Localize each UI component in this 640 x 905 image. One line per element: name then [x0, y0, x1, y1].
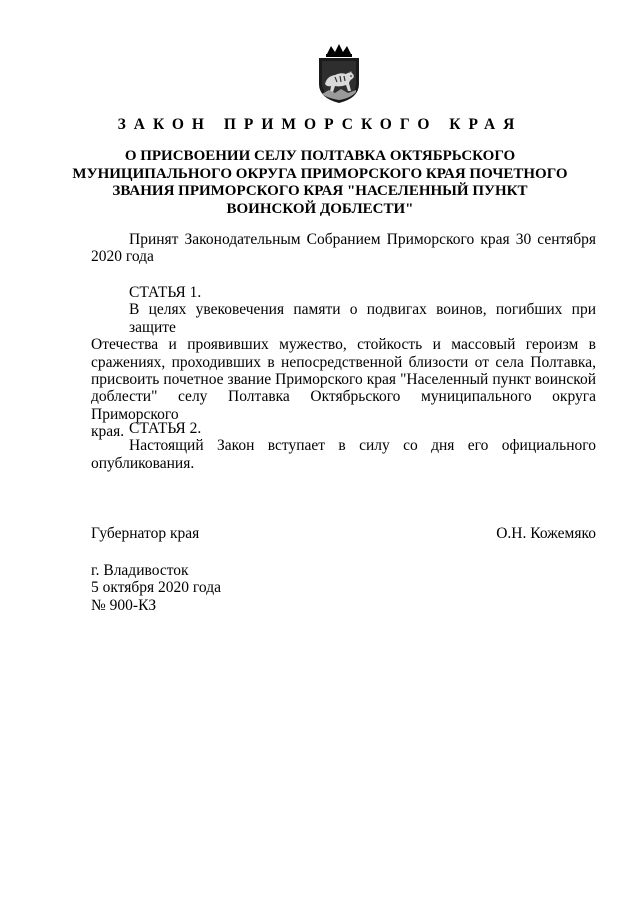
article-2-line: опубликования. — [91, 454, 195, 472]
subject-line: МУНИЦИПАЛЬНОГО ОКРУГА ПРИМОРСКОГО КРАЯ ПОЧЕТНОГО — [72, 165, 568, 182]
article-1-line: сражениях, проходивших в непосредственной близости от села Полтавка, — [91, 353, 596, 371]
issuance-date: 5 октября 2020 года — [91, 579, 221, 597]
subject-line: ЗВАНИЯ ПРИМОРСКОГО КРАЯ "НАСЕЛЕННЫЙ ПУНКТ — [112, 183, 528, 199]
article-1-line: присвоить почетное звание Приморского края "Населенный пункт воинской — [91, 371, 596, 389]
article-2-heading: СТАТЬЯ 2. — [129, 420, 202, 437]
adoption-line: Принят Законодательным Собранием Приморского края 30 сентября — [129, 231, 596, 248]
article-1 — [91, 284, 596, 441]
article-2-line: Настоящий Закон вступает в силу со дня его официального — [129, 437, 596, 455]
adoption-line: 2020 года — [91, 248, 154, 266]
law-number: № 900-КЗ — [91, 596, 157, 614]
signatory-position: Губернатор края — [91, 525, 200, 542]
adoption-paragraph — [91, 231, 596, 266]
article-1-heading: СТАТЬЯ 1. — [129, 284, 202, 301]
subject-line: ВОИНСКОЙ ДОБЛЕСТИ" — [226, 200, 414, 217]
subject-line: О ПРИСВОЕНИИ СЕЛУ ПОЛТАВКА ОКТЯБРЬСКОГО — [124, 148, 516, 164]
law-subject — [60, 148, 580, 218]
article-2 — [91, 420, 596, 472]
law-title: ЗАКОН ПРИМОРСКОГО КРАЯ — [117, 116, 523, 133]
issuance-details — [91, 562, 221, 614]
article-1-line: доблести" селу Полтавка Октябрьского муниципального округа Приморского — [91, 388, 596, 423]
coat-of-arms-icon — [315, 44, 363, 104]
signatory-name: О.Н. Кожемяко — [496, 525, 596, 542]
article-1-line: В целях увековечения памяти о подвигах воинов, погибших при защите — [129, 301, 596, 336]
article-1-line: края. — [91, 423, 125, 441]
article-1-line: Отечества и проявивших мужество, стойкость и массовый героизм в — [91, 336, 596, 354]
issuance-place: г. Владивосток — [91, 562, 189, 579]
